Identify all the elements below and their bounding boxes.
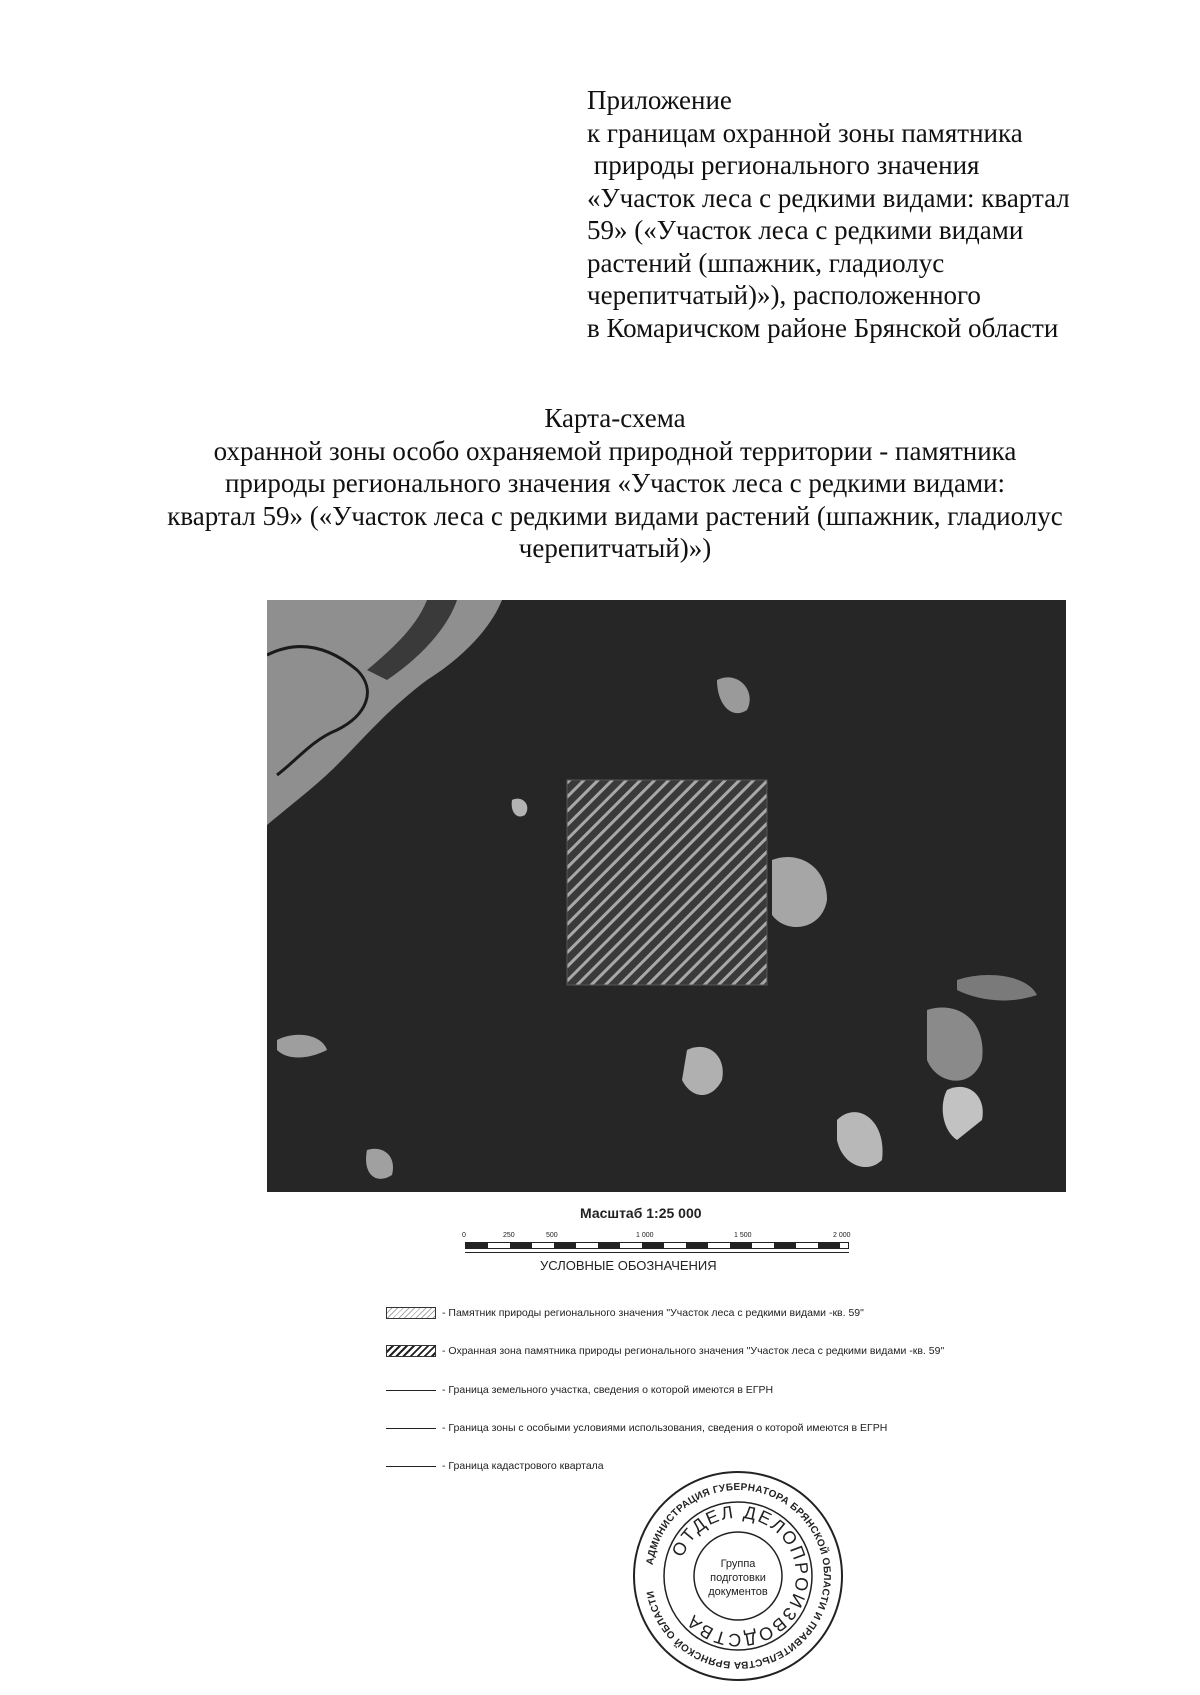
title-line: охранной зоны особо охраняемой природной территории - памятника — [213, 435, 1017, 466]
satellite-map — [267, 600, 1066, 1192]
legend-item-protected-zone — [386, 1343, 944, 1359]
title-line: черепитчатый)») — [518, 533, 712, 563]
appendix-line: 59» («Участок леса с редкими видами — [587, 215, 1024, 245]
legend-item-cadastral-boundary — [386, 1458, 604, 1474]
document-title — [150, 402, 1080, 565]
legend-title: УСЛОВНЫЕ ОБОЗНАЧЕНИЯ — [540, 1258, 717, 1273]
legend-swatch-protected-zone — [386, 1345, 436, 1357]
official-stamp — [632, 1470, 844, 1682]
title-line: Карта-схема — [544, 403, 686, 433]
legend-item-label: - Граница кадастрового квартала — [442, 1460, 604, 1472]
legend-line-cadastral — [386, 1466, 436, 1467]
protected-zone-hatch — [567, 780, 767, 985]
appendix-line: растений (шпажник, гладиолус — [587, 247, 945, 278]
legend-item-land-plot-boundary — [386, 1382, 773, 1398]
legend-item-label: - Граница зоны с особыми условиями использования, сведения о которой имеются в ЕГРН — [442, 1422, 888, 1434]
scale-tick: 500 — [546, 1232, 558, 1239]
scale-tick: 0 — [462, 1232, 466, 1239]
title-line: природы регионального значения «Участок леса с редкими видами: — [224, 468, 1006, 498]
scale-tick: 250 — [503, 1232, 515, 1239]
legend-item-label: - Граница земельного участка, сведения о которой имеются в ЕГРН — [442, 1384, 774, 1396]
legend-swatch-monument — [386, 1307, 436, 1319]
legend-item-special-zone-boundary — [386, 1420, 887, 1436]
scale-tick: 1 500 — [734, 1232, 752, 1239]
scale-tick: 1 000 — [636, 1232, 654, 1239]
scale-bar — [465, 1242, 849, 1249]
legend-item-monument — [386, 1305, 864, 1321]
stamp-outer-text: АДМИНИСТРАЦИЯ ГУБЕРНАТОРА БРЯНСКОЙ ОБЛАСТИ И ПРАВИТЕЛЬСТВА БРЯНСКОЙ ОБЛАСТИ — [644, 1481, 833, 1671]
appendix-line: в Комаричском районе Брянской области — [587, 312, 1059, 343]
scale-label: Масштаб 1:25 000 — [580, 1205, 702, 1221]
stamp-center-line: документов — [708, 1586, 768, 1598]
appendix-line: черепитчатый)»), расположенного — [587, 280, 981, 310]
appendix-line: Приложение — [587, 85, 732, 115]
appendix-header — [587, 84, 1127, 344]
appendix-line: «Участок леса с редкими видами: квартал — [587, 182, 1070, 213]
stamp-center-line: Группа — [720, 1558, 756, 1570]
stamp-center-line: подготовки — [710, 1572, 766, 1584]
legend-item-label: - Памятник природы регионального значения "Участок леса с редкими видами -кв. 59" — [442, 1307, 864, 1319]
appendix-line: природы регионального значения — [587, 150, 980, 180]
stamp-inner-text: ОТДЕЛ ДЕЛОПРОИЗВОДСТВА — [667, 1501, 813, 1651]
legend-line-land-plot — [386, 1390, 436, 1391]
legend-line-special-zone — [386, 1428, 436, 1429]
legend-item-label: - Охранная зона памятника природы регионального значения "Участок леса с редкими видами -кв. 59" — [442, 1345, 945, 1357]
scale-tick: 2 000 — [833, 1232, 851, 1239]
appendix-line: к границам охранной зоны памятника — [587, 117, 1023, 148]
title-line: квартал 59» («Участок леса с редкими видами растений (шпажник, гладиолус — [167, 500, 1063, 531]
scale-bar-baseline — [465, 1252, 849, 1253]
